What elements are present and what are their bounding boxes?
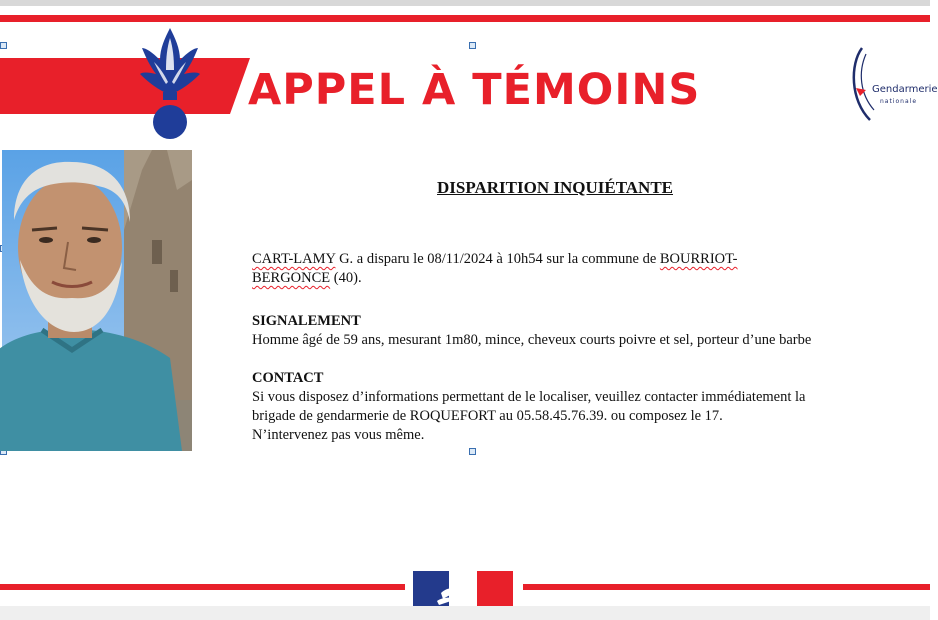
contact-line-1: Si vous disposez d’informations permettant de le localiser, veuillez contacter immédiatement la <box>252 389 806 405</box>
signalement-label: SIGNALEMENT <box>252 313 361 329</box>
page-title: APPEL À TÉMOINS <box>248 65 701 115</box>
top-red-line <box>0 15 930 22</box>
bottom-red-line-left <box>0 584 405 590</box>
gendarmerie-logo-icon <box>848 44 938 124</box>
missing-person-photo <box>2 150 192 451</box>
contact-line-2: brigade de gendarmerie de ROQUEFORT au 05.58.45.76.39. ou composez le 17. <box>252 408 723 424</box>
red-banner <box>0 58 250 114</box>
gendarmerie-arc-shape <box>848 44 882 122</box>
notice-heading: DISPARITION INQUIÉTANTE <box>437 178 673 197</box>
resize-handle-top-left[interactable] <box>0 42 7 49</box>
marianne-logo-icon <box>413 571 513 608</box>
intro-end: (40). <box>330 270 362 286</box>
signalement-text: Homme âgé de 59 ans, mesurant 1m80, mince, cheveux courts poivre et sel, porteur d’une barbe <box>252 332 812 348</box>
contact-line-3: N’intervenez pas vous même. <box>252 427 425 443</box>
contact-label: CONTACT <box>252 370 324 386</box>
grenade-emblem-icon <box>138 26 202 140</box>
commune-part-1: BOURRIOT- <box>659 251 738 267</box>
window-frame-top <box>0 0 930 6</box>
logo-text-nationale: nationale <box>880 98 918 105</box>
window-frame-bottom <box>0 606 930 620</box>
resize-handle-top-middle[interactable] <box>469 42 476 49</box>
contact-section <box>252 369 912 445</box>
logo-text-gendarmerie: Gendarmerie <box>872 84 938 95</box>
person-name: CART-LAMY <box>252 251 336 267</box>
intro-text: G. a disparu le 08/11/2024 à 10h54 sur la commune de <box>335 251 660 267</box>
commune-part-2: BERGONCE <box>252 270 331 286</box>
bottom-red-line-right <box>523 584 930 590</box>
resize-handle-bottom-middle[interactable] <box>469 448 476 455</box>
intro-paragraph <box>252 250 892 288</box>
signalement-section <box>252 312 912 350</box>
